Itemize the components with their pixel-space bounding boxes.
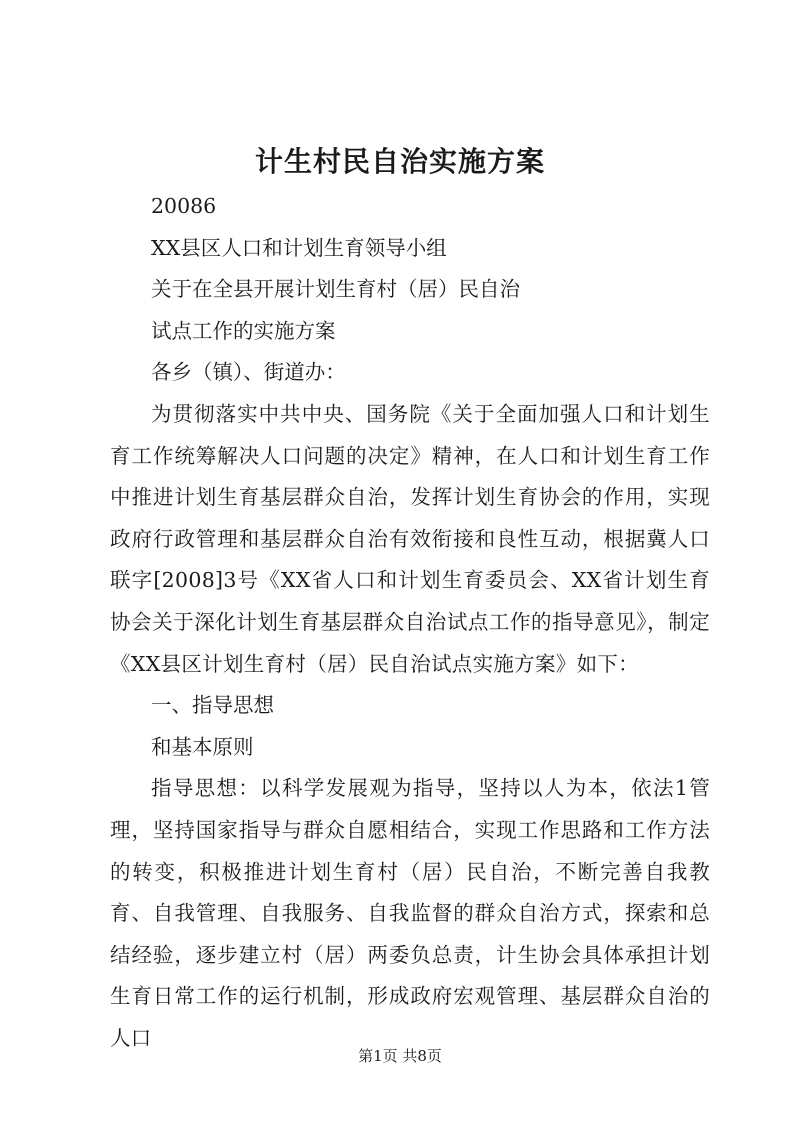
document-line: 试点工作的实施方案 (151, 318, 336, 343)
paragraph-guiding-thought: 指导思想：以科学发展观为指导，坚持以人为本，依法1管理，坚持国家指导与群众自愿相结合，实现工作思路和工作方法的转变，积极推进计划生育村（居）民自治，不断完善自我教育、自我管理、自我服务、自我监督的群众自治方式，探索和总结经验，逐步建立村（居）两委负总责，计生协会具体承担计划生育日常工作的运行机制，形成政府宏观管理、基层群众自治的人口 (110, 776, 710, 1050)
paragraph-intro: 为贯彻落实中共中央、国务院《关于全面加强人口和计划生育工作统筹解决人口问题的决定》精神，在人口和计划生育工作中推进计划生育基层群众自治，发挥计划生育协会的作用，实现政府行政管理和基层群众自治有效衔接和良性互动，根据冀人口联字[2008]3号《XX省人口和计划生育委员会、XX省计划生育协会关于深化计划生育基层群众自治试点工作的指导意见》，制定《XX县区计划生育村（居）民自治试点实施方案》如下： (110, 401, 710, 676)
page-number: 第1页 共8页 (358, 1047, 442, 1065)
document-title: 计生村民自治实施方案 (254, 145, 545, 178)
document-body (110, 186, 710, 1059)
document-line: 20086 (151, 194, 217, 218)
section-heading-continued: 和基本原则 (151, 734, 254, 759)
document-line: 关于在全县开展计划生育村（居）民自治 (151, 277, 520, 302)
document-line: XX县区人口和计划生育领导小组 (151, 235, 447, 260)
section-heading: 一、指导思想 (151, 693, 274, 718)
salutation: 各乡（镇）、街道办： (151, 360, 346, 385)
